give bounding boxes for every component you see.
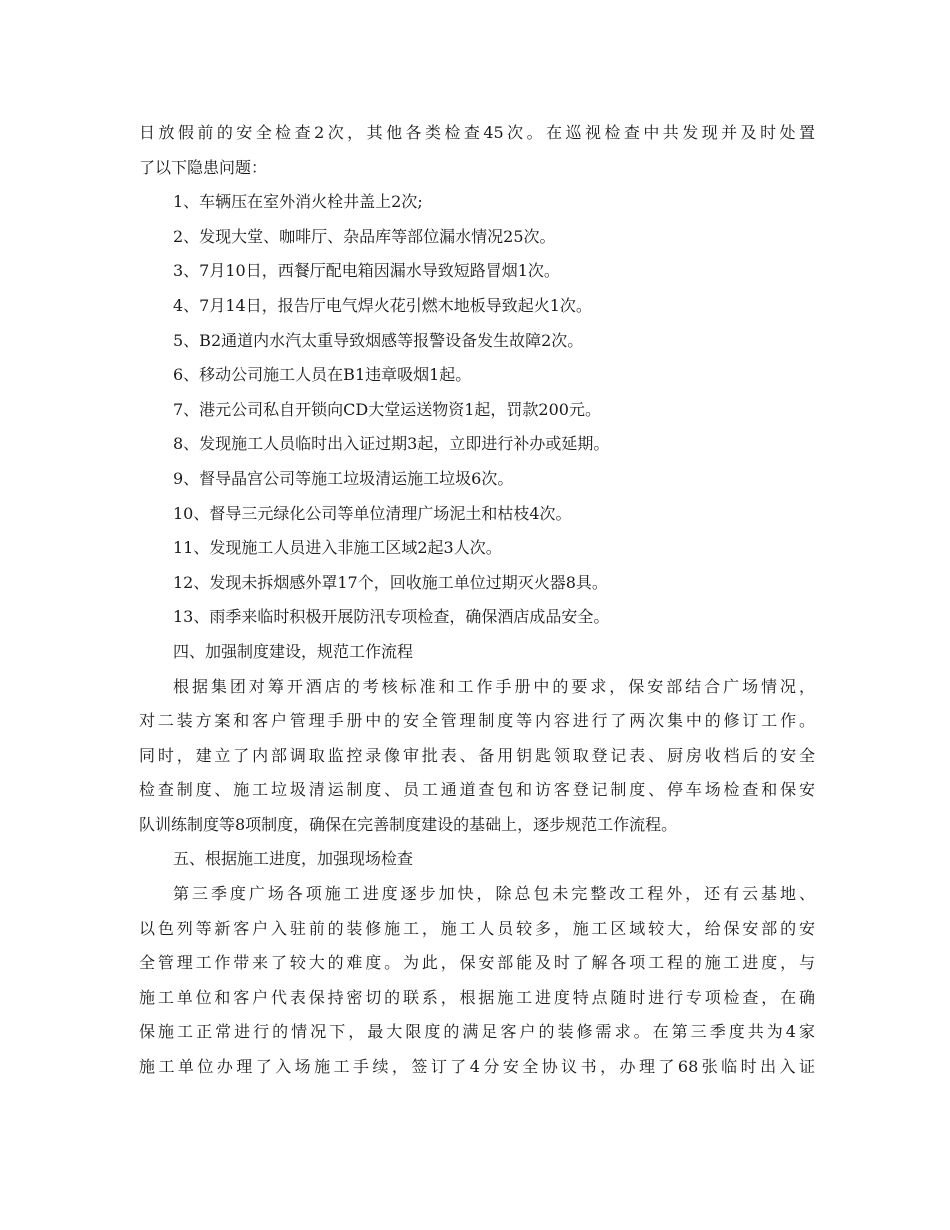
- text-line: 施工单位和客户代表保持密切的联系，根据施工进度特点随时进行专项检查，在确: [139, 987, 815, 1007]
- text-line: 4、7月14日，报告厅电气焊火花引燃木地板导致起火1次。: [173, 295, 592, 315]
- text-line: 第三季度广场各项施工进度逐步加快，除总包未完整改工程外，还有云基地、: [173, 884, 815, 904]
- document-body: [139, 116, 815, 1085]
- text-line: 7、港元公司私自开锁向CD大堂运送物资1起，罚款200元。: [173, 399, 601, 419]
- text-line: 11、发现施工人员进入非施工区域2起3人次。: [173, 538, 502, 558]
- text-line: 3、7月10日，西餐厅配电箱因漏水导致短路冒烟1次。: [173, 261, 560, 281]
- text-line: 四、加强制度建设，规范工作流程: [173, 641, 414, 661]
- text-line: 五、根据施工进度，加强现场检查: [173, 849, 414, 869]
- text-line: 9、督导晶宫公司等施工垃圾清运施工垃圾6次。: [173, 468, 514, 488]
- text-line: 对二装方案和客户管理手册中的安全管理制度等内容进行了两次集中的修订工作。: [139, 711, 815, 731]
- text-line: 检查制度、施工垃圾清运制度、员工通道查包和访客登记制度、停车场检查和保安: [139, 780, 815, 800]
- text-line: 保施工正常进行的情况下，最大限度的满足客户的装修需求。在第三季度共为4家: [139, 1022, 815, 1042]
- text-line: 1、车辆压在室外消火栓井盖上2次;: [173, 192, 423, 212]
- text-line: 队训练制度等8项制度，确保在完善制度建设的基础上，逐步规范工作流程。: [139, 814, 678, 834]
- text-line: 13、雨季来临时积极开展防汛专项检查，确保酒店成品安全。: [173, 607, 610, 627]
- text-line: 10、督导三元绿化公司等单位清理广场泥土和枯枝4次。: [173, 503, 572, 523]
- text-line: 8、发现施工人员临时出入证过期3起，立即进行补办或延期。: [173, 434, 610, 454]
- text-line: 2、发现大堂、咖啡厅、杂品库等部位漏水情况25次。: [173, 226, 556, 246]
- text-line: 同时，建立了内部调取监控录像审批表、备用钥匙领取登记表、厨房收档后的安全: [139, 745, 815, 765]
- text-line: 以色列等新客户入驻前的装修施工，施工人员较多，施工区域较大，给保安部的安: [139, 918, 815, 938]
- text-line: 5、B2通道内水汽太重导致烟感等报警设备发生故障2次。: [173, 330, 584, 350]
- text-line: 6、移动公司施工人员在B1违章吸烟1起。: [173, 365, 472, 385]
- text-line: 施工单位办理了入场施工手续，签订了4分安全协议书，办理了68张临时出入证: [139, 1057, 815, 1077]
- text-line: 根据集团对筹开酒店的考核标准和工作手册中的要求，保安部结合广场情况，: [173, 676, 815, 696]
- text-line: 了以下隐患问题：: [139, 157, 268, 177]
- text-line: 12、发现未拆烟感外罩17个，回收施工单位过期灭火器8具。: [173, 572, 608, 592]
- text-line: 日放假前的安全检查2次，其他各类检查45次。在巡视检查中共发现并及时处置: [139, 123, 815, 142]
- text-line: 全管理工作带来了较大的难度。为此，保安部能及时了解各项工程的施工进度，与: [139, 953, 815, 973]
